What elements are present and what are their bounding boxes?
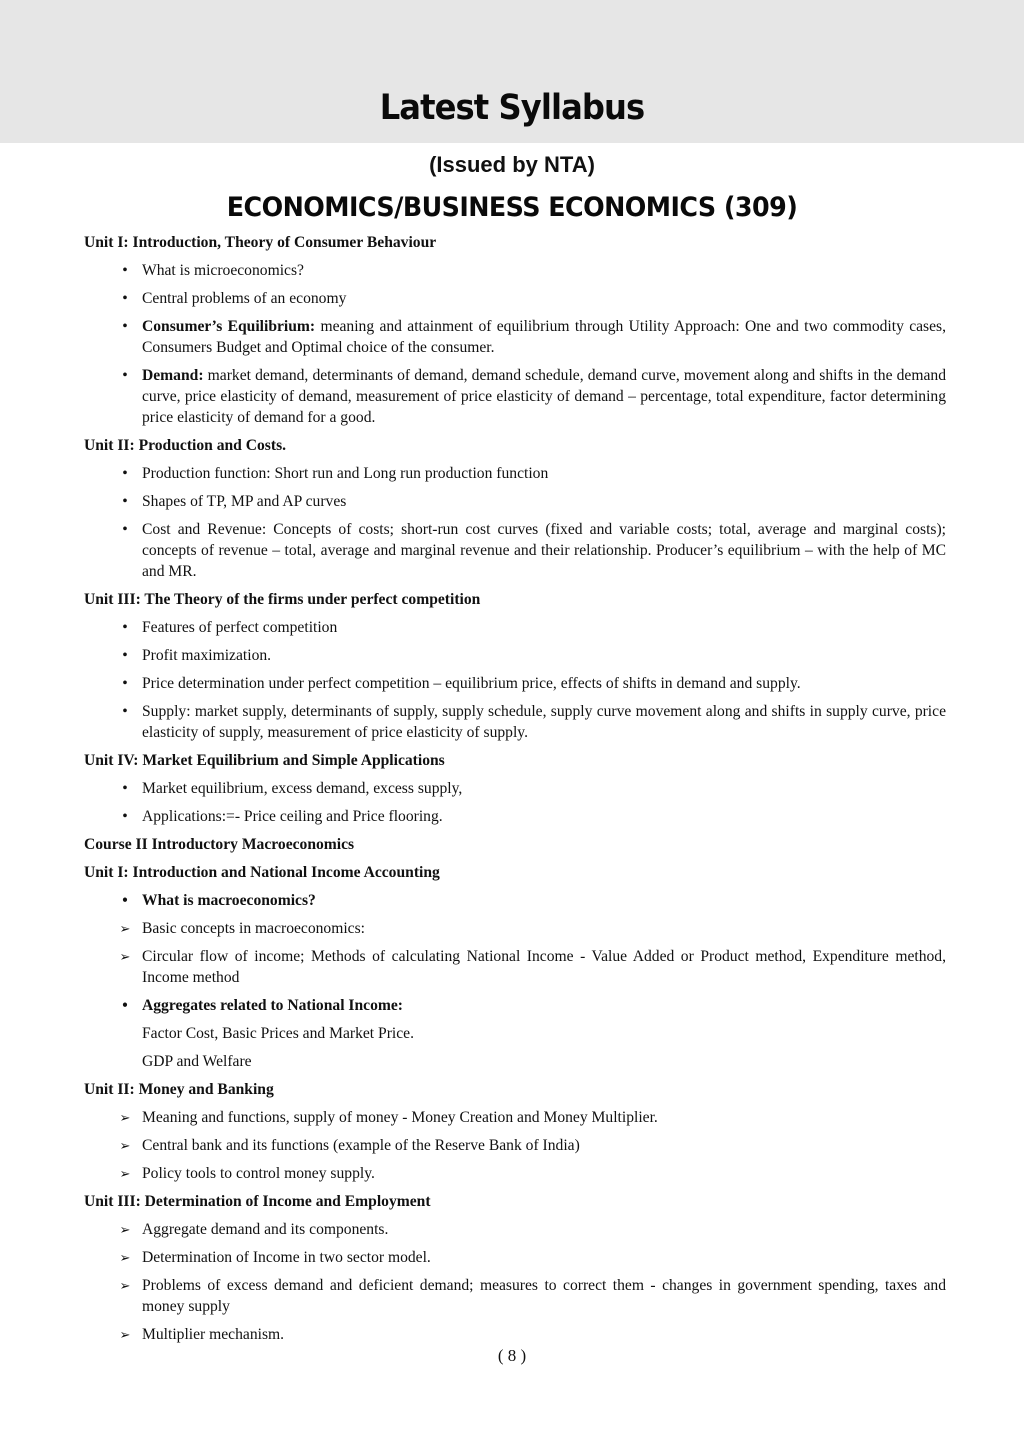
list-item: • Features of perfect competition bbox=[84, 617, 946, 638]
unit-heading: Unit III: Determination of Income and Employment bbox=[84, 1193, 431, 1210]
list-item: ➢ Central bank and its functions (example of the Reserve Bank of India) bbox=[119, 1137, 580, 1154]
page-number: ( 8 ) bbox=[497, 1346, 527, 1365]
item-lead: Demand: bbox=[142, 367, 204, 384]
arrow-bullet-icon: ➢ bbox=[119, 1138, 131, 1153]
bullet-icon: • bbox=[122, 290, 128, 307]
subject-title: ECONOMICS/BUSINESS ECONOMICS (309) bbox=[226, 192, 798, 223]
arrow-bullet-icon: ➢ bbox=[119, 1166, 131, 1181]
bullet-icon: • bbox=[122, 367, 128, 384]
list-item: • Applications:=- Price ceiling and Price flooring. bbox=[84, 806, 946, 827]
unit-heading: Unit IV: Market Equilibrium and Simple Applications bbox=[84, 752, 445, 769]
bullet-icon: • bbox=[122, 465, 128, 482]
bullet-icon: • bbox=[122, 703, 128, 720]
bullet-icon: • bbox=[122, 493, 128, 510]
list-item: • Shapes of TP, MP and AP curves bbox=[84, 491, 946, 512]
arrow-bullet-icon: ➢ bbox=[119, 1250, 131, 1265]
list-item: ➢ Multiplier mechanism. bbox=[119, 1326, 285, 1343]
list-item: • What is microeconomics? bbox=[84, 260, 946, 281]
unit-heading: Unit II: Money and Banking bbox=[84, 1081, 274, 1098]
list-item: ➢ Determination of Income in two sector model. bbox=[119, 1249, 431, 1266]
list-item: ➢ Meaning and functions, supply of money - Money Creation and Money Multiplier. bbox=[119, 1109, 658, 1126]
list-item: • Central problems of an economy bbox=[84, 288, 946, 309]
plain-line: Factor Cost, Basic Prices and Market Price. bbox=[142, 1025, 414, 1042]
list-item: • Market equilibrium, excess demand, excess supply, bbox=[84, 778, 946, 799]
bullet-icon: • bbox=[122, 675, 128, 692]
list-item: ➢ Basic concepts in macroeconomics: bbox=[119, 920, 366, 937]
arrow-bullet-icon: ➢ bbox=[119, 1327, 131, 1342]
bullet-icon: • bbox=[122, 619, 128, 636]
list-item: • Price determination under perfect competition – equilibrium price, effects of shifts in demand and supply. bbox=[84, 673, 946, 694]
list-item: ➢ Circular flow of income; Methods of calculating National Income - Value Added or Product method, Expenditure method, Income method bbox=[119, 948, 946, 986]
banner-title: Latest Syllabus bbox=[379, 88, 645, 128]
arrow-bullet-icon: ➢ bbox=[119, 921, 131, 936]
arrow-bullet-icon: ➢ bbox=[119, 949, 131, 964]
plain-line: GDP and Welfare bbox=[142, 1053, 252, 1070]
issued-by-subtitle: (Issued by NTA) bbox=[429, 152, 595, 177]
list-item: • Consumer’s Equilibrium: meaning and attainment of equilibrium through Utility Approach: One and two commodity cases, Consumers Budget and Optimal choice of the consumer. bbox=[84, 316, 946, 358]
bullet-icon: • bbox=[122, 318, 128, 335]
bullet-icon: • bbox=[122, 808, 128, 825]
bullet-icon: • bbox=[122, 997, 128, 1014]
bullet-icon: • bbox=[122, 780, 128, 797]
arrow-bullet-icon: ➢ bbox=[119, 1110, 131, 1125]
unit-heading: Unit II: Production and Costs. bbox=[84, 437, 287, 454]
bullet-icon: • bbox=[122, 892, 128, 909]
bullet-icon: • bbox=[122, 647, 128, 664]
header-banner bbox=[0, 0, 1024, 143]
unit-heading: Unit I: Introduction and National Income Accounting bbox=[84, 864, 440, 881]
bullet-icon: • bbox=[122, 262, 128, 279]
list-item: ➢ Aggregate demand and its components. bbox=[119, 1221, 389, 1238]
bullet-icon: • bbox=[122, 521, 128, 538]
list-item: • Cost and Revenue: Concepts of costs; short-run cost curves (fixed and variable costs; total, average and marginal costs); concepts of revenue – total, average and marginal revenue and their relationship. Producer’s equilibrium – with the help of MC and MR. bbox=[84, 519, 946, 582]
list-item: • Demand: market demand, determinants of demand, demand schedule, demand curve, movement along and shifts in the demand curve, price elasticity of demand, measurement of price elasticity of demand – percentage, total expenditure, factor determining price elasticity of demand for a good. bbox=[84, 365, 946, 428]
arrow-bullet-icon: ➢ bbox=[119, 1222, 131, 1237]
arrow-bullet-icon: ➢ bbox=[119, 1278, 131, 1293]
item-lead: Consumer’s Equilibrium: bbox=[142, 318, 316, 335]
syllabus-content bbox=[84, 232, 946, 1352]
unit-heading: Unit III: The Theory of the firms under perfect competition bbox=[84, 591, 481, 608]
list-item: ➢ Policy tools to control money supply. bbox=[119, 1165, 375, 1182]
unit-heading: Unit I: Introduction, Theory of Consumer Behaviour bbox=[84, 234, 437, 251]
list-item: • Production function: Short run and Long run production function bbox=[84, 463, 946, 484]
list-item: • Profit maximization. bbox=[84, 645, 946, 666]
list-item: • Aggregates related to National Income: bbox=[84, 995, 946, 1016]
list-item: • What is macroeconomics? bbox=[84, 890, 946, 911]
list-item: • Supply: market supply, determinants of supply, supply schedule, supply curve movement along and shifts in supply curve, price elasticity of supply, measurement of price elasticity of supply. bbox=[84, 701, 946, 743]
list-item: ➢ Problems of excess demand and deficient demand; measures to correct them - changes in government spending, taxes and money supply bbox=[119, 1277, 946, 1315]
course-heading: Course II Introductory Macroeconomics bbox=[84, 836, 355, 853]
